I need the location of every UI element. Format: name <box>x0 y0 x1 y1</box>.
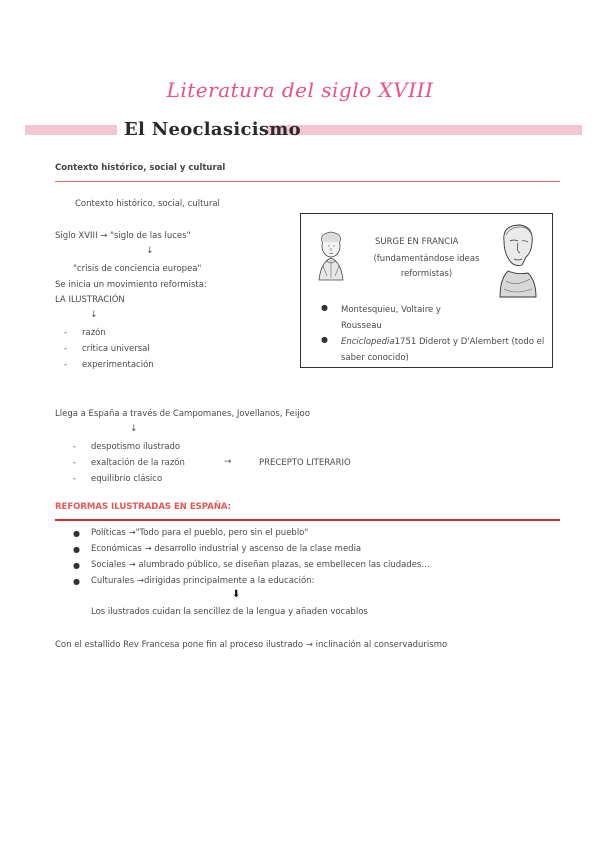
bullet-icon: ● <box>321 335 328 344</box>
reform-item: Culturales →dirigidas principalmente a la educación: <box>91 576 315 586</box>
spain-item: exaltación de la razón <box>91 458 185 468</box>
context-item: crítica universal <box>82 344 150 354</box>
section-subtitle: El Neoclasicismo <box>124 119 301 140</box>
dash-icon: - <box>73 442 77 452</box>
spain-item: equilibrio clásico <box>91 474 163 484</box>
title-band-right <box>268 125 582 135</box>
context-item: razón <box>82 328 106 338</box>
bullet-icon: ● <box>321 303 328 312</box>
dash-icon: - <box>64 328 68 338</box>
spain-intro: Llega a España a través de Campomanes, Jovellanos, Feijoo <box>55 409 310 419</box>
bullet-icon: ● <box>73 561 80 570</box>
bullet-icon: ● <box>73 529 80 538</box>
down-arrow-icon: ↓ <box>90 310 98 320</box>
enciclopedia-title: Enciclopedia <box>341 337 395 347</box>
siglo-line: Siglo XVIII → "siglo de las luces" <box>55 231 191 241</box>
ilustracion-label: LA ILUSTRACIÓN <box>55 295 125 305</box>
right-arrow-icon: → <box>224 457 232 467</box>
spain-item: despotismo ilustrado <box>91 442 181 452</box>
philosophers-item: Montesquieu, Voltaire y Rousseau <box>341 305 441 331</box>
down-arrow-icon: ↓ <box>130 424 138 434</box>
crisis-line: "crisis de conciencia europea" <box>73 264 202 274</box>
context-heading: Contexto histórico, social y cultural <box>55 163 226 173</box>
bullet-icon: ● <box>73 545 80 554</box>
reform-item: Sociales → alumbrado público, se diseñan plazas, se embellecen las ciudades… <box>91 560 430 570</box>
title-band-left <box>25 125 117 135</box>
reform-item: Políticas →"Todo para el pueblo, pero sin el pueblo" <box>91 528 309 538</box>
portrait-voltaire-bust-icon <box>486 221 544 299</box>
france-title: SURGE EN FRANCIA <box>375 237 459 247</box>
enciclopedia-item <box>341 334 546 366</box>
context-intro: Contexto histórico, social, cultural <box>75 199 220 209</box>
france-box <box>300 213 553 368</box>
precepto-label: PRECEPTO LITERARIO <box>259 458 351 468</box>
reform-item: Económicas → desarrollo industrial y ascenso de la clase media <box>91 544 362 554</box>
context-item: experimentación <box>82 360 154 370</box>
bullet-icon: ● <box>73 577 80 586</box>
down-arrow-icon: ↓ <box>146 246 154 256</box>
enciclopedia-detail: 1751 Diderot y D'Alembert (todo el saber conocido) <box>341 337 545 363</box>
closing-statement: Con el estallido Rev Francesa pone fin al proceso ilustrado → inclinación al conservadurismo <box>55 640 448 650</box>
reforms-divider <box>55 519 560 521</box>
page-title: Literatura del siglo XVIII <box>166 78 434 102</box>
bold-down-arrow-icon: ⬇ <box>232 589 241 600</box>
portrait-rousseau-icon <box>309 230 353 282</box>
france-subtitle: (fundamentándose ideas reformistas) <box>373 254 480 279</box>
dash-icon: - <box>64 360 68 370</box>
dash-icon: - <box>73 458 77 468</box>
heading-divider <box>55 181 560 182</box>
reforms-conclusion: Los ilustrados cuidan la sencillez de la lengua y añaden vocablos <box>91 607 368 617</box>
reforms-heading: REFORMAS ILUSTRADAS EN ESPAÑA: <box>55 502 232 512</box>
dash-icon: - <box>73 474 77 484</box>
movimiento-line: Se inicia un movimiento reformista: <box>55 280 207 290</box>
dash-icon: - <box>64 344 68 354</box>
